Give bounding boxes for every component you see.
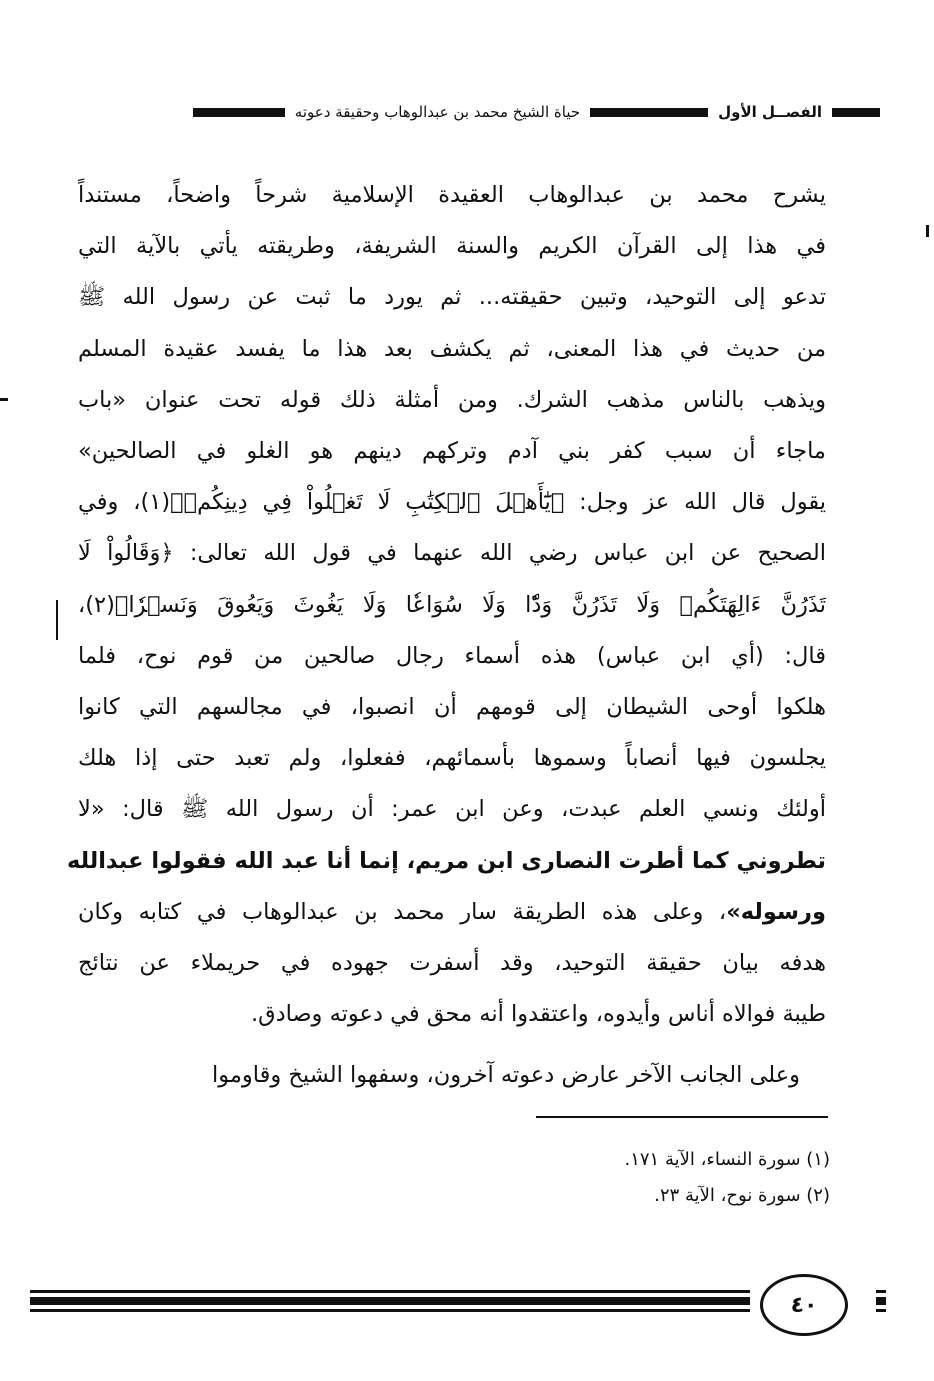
text-line: يجلسون فيها أنصاباً وسموها بأسمائهم، ففعلوا، ولم تعبد حتى إذا هلك [78,745,826,772]
footer-rule-line [876,1309,886,1312]
scan-edge-mark [926,225,929,237]
footer-rule-line [30,1290,750,1293]
text-line: هلكوا أوحى الشيطان إلى قومهم أن انصبوا، في مجالسهم التي كانوا [78,694,826,721]
text-line: من حديث في هذا المعنى، ثم يكشف بعد هذا ما يفسد عقيدة المسلم [78,335,826,362]
text-line: في هذا إلى القرآن الكريم والسنة الشريفة، وطريقته يأتي بالآية التي [78,233,826,260]
text-line: يقول قال الله عز وجل: ﴿يَٰٓأَهۡلَ ٱلۡكِتَٰبِ لَا تَغۡلُواْ فِي دِينِكُمۡ﴾(١)، وفي [78,489,826,516]
text-line: يشرح محمد بن عبدالوهاب العقيدة الإسلامية شرحاً واضحاً، مستنداً [78,182,826,208]
paragraph-1 [66,170,826,1040]
text-line: وعلى الجانب الآخر عارض دعوته آخرون، وسفهوا الشيخ وقاوموا [211,1062,800,1089]
header-bar [832,108,880,117]
footnotes [430,1142,830,1214]
footnote-1: (١) سورة النساء، الآية ١٧١. [624,1149,830,1170]
book-title: حياة الشيخ محمد بن عبدالوهاب وحقيقة دعوته [294,103,581,121]
footer-rule-line [876,1290,886,1293]
text-line-rest: ، وعلى هذه الطريقة سار محمد بن عبدالوهاب في كتابه وكان [78,898,727,925]
footer-rule [876,1290,886,1316]
text-line: ويذهب بالناس مذهب الشرك. ومن أمثلة ذلك قوله تحت عنوان «باب [78,386,826,413]
header-bar [193,108,285,117]
footer-rule-line [876,1297,886,1305]
text-line: أولئك ونسي العلم عبدت، وعن ابن عمر: أن رسول الله ﷺ قال: «لا [78,796,826,823]
text-line: قال: (أي ابن عباس) هذه أسماء رجال صالحين من قوم نوح، فلما [78,642,826,669]
scan-edge-mark [56,600,58,640]
main-text [66,170,826,1102]
chapter-label: الفصــل الأول [718,103,822,121]
page-footer [30,1274,882,1334]
running-header [30,94,880,130]
text-line: الصحيح عن ابن عباس رضي الله عنهما في قول الله تعالى: ﴿وَقَالُواْ لَا [78,540,826,567]
header-bar [590,108,708,117]
footer-rule-line [30,1309,750,1312]
footnote-separator [536,1116,828,1118]
text-line: تدعو إلى التوحيد، وتبين حقيقته... ثم يورد ما ثبت عن رسول الله ﷺ [78,284,826,311]
footer-rule [30,1290,750,1316]
scan-edge-mark [0,398,8,401]
text-line: طيبة فوالاه أناس وأيدوه، واعتقدوا أنه محق في دعوته وصادق. [250,1001,826,1028]
footer-rule-line [30,1297,750,1305]
footnote-2: (٢) سورة نوح، الآية ٢٣. [654,1185,830,1206]
text-line: هدفه بيان حقيقة التوحيد، وقد أسفرت جهوده في حريملاء عن نتائج [78,950,826,977]
page-number: ٤٠ [760,1274,848,1336]
hadith-quote-end: ورسوله» [726,898,826,925]
paragraph-2 [78,1050,826,1101]
hadith-quote-line: تطروني كما أطرت النصارى ابن مريم، إنما أنا عبد الله فقولوا عبدالله [66,847,826,874]
text-line [78,887,826,938]
quran-verse-line: تَذَرُنَّ ءَالِهَتَكُمۡ وَلَا تَذَرُنَّ وَدّٗا وَلَا سُوَاعٗا وَلَا يَغُوثَ وَيَعُوقَ وَنَسۡرٗا﴾(٢)، [78,591,826,618]
text-line: ماجاء أن سبب كفر بني آدم وتركهم دينهم هو الغلو في الصالحين» [78,438,826,465]
